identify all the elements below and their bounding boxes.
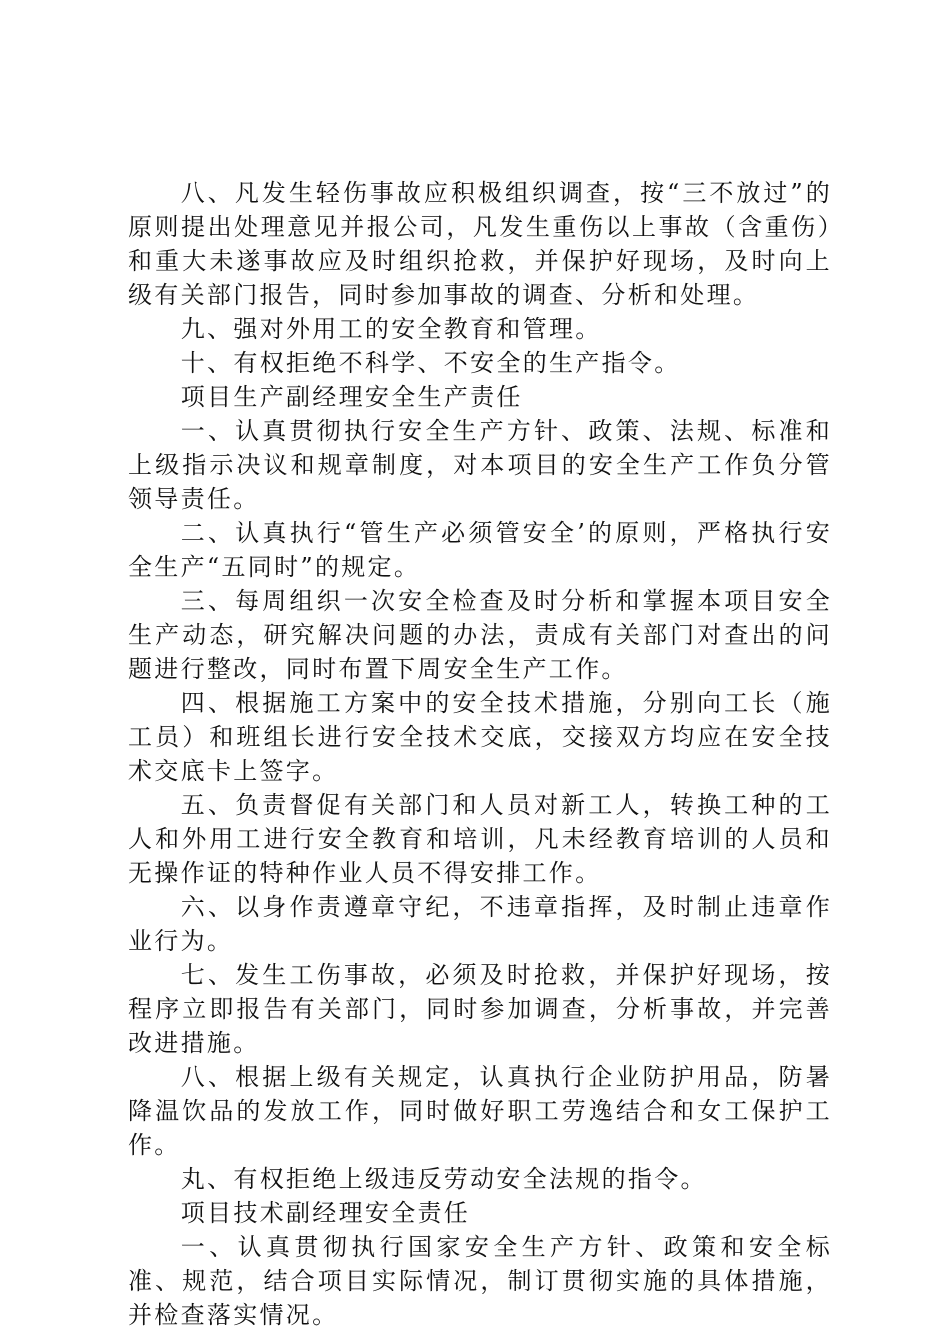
paragraph-accident-handling: 八、凡发生轻伤事故应积极组织调查，按“三不放过”的原则提出处理意见并报公司，凡发生重伤以上事故（含重伤）和重大未遂事故应及时组织抢救，并保护好现场，及时向上级有关部门报告，同时参加事故的调查、分析和处理。: [128, 179, 832, 309]
section-heading-production-deputy-manager: 项目生产副经理安全生产责任: [180, 383, 523, 411]
paragraph-production-safety-principle: 二、认真执行“管生产必须管安全’的原则，严格执行安全生产“五同时”的规定。: [128, 519, 832, 581]
paragraph-weekly-inspection: 三、每周组织一次安全检查及时分析和掌握本项目安全生产动态，研究解决问题的办法，责成有关部门对查出的问题进行整改，同时布置下周安全生产工作。: [128, 587, 832, 683]
paragraph-implement-safety-policy: 一、认真贯彻执行安全生产方针、政策、法规、标准和上级指示决议和规章制度，对本项目的安全生产工作负分管领导责任。: [128, 417, 832, 513]
document-body: [128, 176, 832, 1332]
paragraph-training-supervision: 五、负责督促有关部门和人员对新工人，转换工种的工人和外用工进行安全教育和培训，凡未经教育培训的人员和无操作证的特种作业人员不得安排工作。: [128, 791, 832, 887]
paragraph-refuse-unsafe-orders: 十、有权拒绝不科学、不安全的生产指令。: [180, 349, 681, 377]
section-heading-technical-deputy-manager: 项目技术副经理安全责任: [180, 1199, 471, 1227]
paragraph-implement-national-standards: 一、认真贯彻执行国家安全生产方针、政策和安全标准、规范，结合项目实际情况，制订贯彻实施的具体措施，并检查落实情况。: [128, 1233, 832, 1329]
paragraph-protective-supplies: 八、根据上级有关规定，认真执行企业防护用品，防暑降温饮品的发放工作，同时做好职工劳逸结合和女工保护工作。: [128, 1063, 832, 1159]
paragraph-lead-by-example: 六、以身作责遵章守纪，不违章指挥，及时制止违章作业行为。: [128, 893, 832, 955]
paragraph-external-worker-education: 九、强对外用工的安全教育和管理。: [180, 315, 602, 343]
paragraph-injury-response: 七、发生工伤事故，必须及时抢救，并保护好现场，按程序立即报告有关部门，同时参加调查，分析事故，并完善改进措施。: [128, 961, 832, 1057]
paragraph-technical-briefing: 四、根据施工方案中的安全技术措施，分别向工长（施工员）和班组长进行安全技术交底，交接双方均应在安全技术交底卡上签字。: [128, 689, 832, 785]
paragraph-refuse-violating-orders: 丸、有权拒绝上级违反劳动安全法规的指令。: [180, 1165, 707, 1193]
